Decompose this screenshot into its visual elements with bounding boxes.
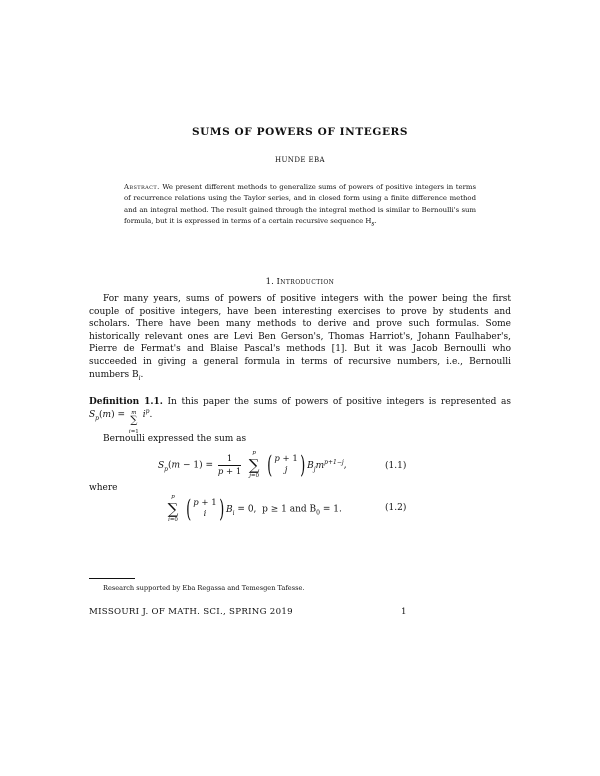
- page-number: 1: [401, 607, 407, 617]
- section-number: 1.: [265, 277, 274, 287]
- abstract-text: We present different methods to generalize sums of powers of positive integers in terms of recurrence relations using the Taylor series, and in closed form using a finite difference method and an integral method. The result gained through the integral method is similar to Bernoulli's sum formula, but it is expressed in terms of a certain recursive sequence H: [124, 183, 476, 226]
- footnote-rule: [89, 578, 135, 579]
- equation-1-1: $S_p(m - 1)$ = $\frac{1}{p + 1}$ p ∑ j=0 ( p + 1 j ) $B_jm^{p+1-j}$,: [158, 449, 347, 479]
- author-name: HUNDE EBA: [275, 156, 325, 164]
- equation-number-1-2: (1.2): [385, 503, 407, 513]
- sum-symbol: p ∑ i=0: [167, 493, 179, 523]
- intro-paragraph: For many years, sums of powers of positive integers with the power being the first couple of positive integers, have been interesting exercises to prove by students and scholars. There have been many methods to derive and prove such formulas. Some historically relevant ones are Levi Ben Gerson's, Thomas Harriot's, Johann Faulhaber's, Pierre de Fermat's and Blaise Pascal's methods [1]. But it was Jacob Bernoulli who succeeded in giving a general formula in terms of recursive numbers, i.e., Bernoulli numbers $B_i$.: [89, 294, 511, 382]
- abstract: Abstract. We present different methods to generalize sums of powers of positive integers in terms of recurrence relations using the Taylor series, and in closed form using a finite difference method and an integral method. The result gained through the integral method is similar to Bernoulli's sum formula, but it is expressed in terms of a certain recursive sequence $H_s$.: [124, 183, 476, 228]
- footnote: Research supported by Eba Regassa and Temesgen Tafesse.: [103, 584, 305, 592]
- abstract-label: Abstract.: [124, 183, 160, 191]
- eq2-tail: = 1.: [322, 504, 342, 515]
- where-text: where: [89, 483, 118, 493]
- eq2-condition: p ≥ 1 and B: [262, 504, 317, 515]
- section-heading: [0, 277, 600, 287]
- sum-symbol: p ∑ j=0: [248, 449, 260, 479]
- equation-1-2: p ∑ i=0 ( p + 1 i ) $B_i = 0$, p ≥ 1 and $B_0 = 1$.: [167, 493, 342, 523]
- fraction: $\frac{1}{p + 1}$: [217, 453, 242, 477]
- bernoulli-intro: Bernoulli expressed the sum as: [103, 434, 247, 444]
- intro-text: For many years, sums of powers of positive integers with the power being the first couple of positive integers, have been interesting exercises to prove by students and scholars. There have been many methods to derive and prove such formulas. Some historically relevant ones are Levi Ben Gerson's, Thomas Harriot's, Johann Faulhaber's, Pierre de Fermat's and Blaise Pascal's methods [1]. But it was Jacob Bernoulli who succeeded in giving a general formula in terms of recursive numbers, i.e., Bernoulli numbers B: [89, 294, 511, 380]
- definition-text: In this paper the sums of powers of positive integers is represented as: [167, 397, 511, 407]
- definition-label: Definition 1.1.: [89, 397, 163, 407]
- binomial-coefficient: ( p + 1 j ): [267, 451, 306, 479]
- paper-title: SUMS OF POWERS OF INTEGERS: [191, 126, 409, 138]
- equation-number-1-1: (1.1): [385, 461, 407, 471]
- section-title: Introduction: [276, 277, 335, 287]
- journal-footer: MISSOURI J. OF MATH. SCI., SPRING 2019: [89, 607, 293, 617]
- inline-sum-symbol: m ∑ i=1: [128, 409, 139, 435]
- definition-1-1: Definition 1.1. In this paper the sums of powers of positive integers is represented as $S_p(m)$ = m ∑ i=1 $i^p$.: [89, 397, 511, 435]
- binomial-coefficient: ( p + 1 i ): [185, 495, 224, 523]
